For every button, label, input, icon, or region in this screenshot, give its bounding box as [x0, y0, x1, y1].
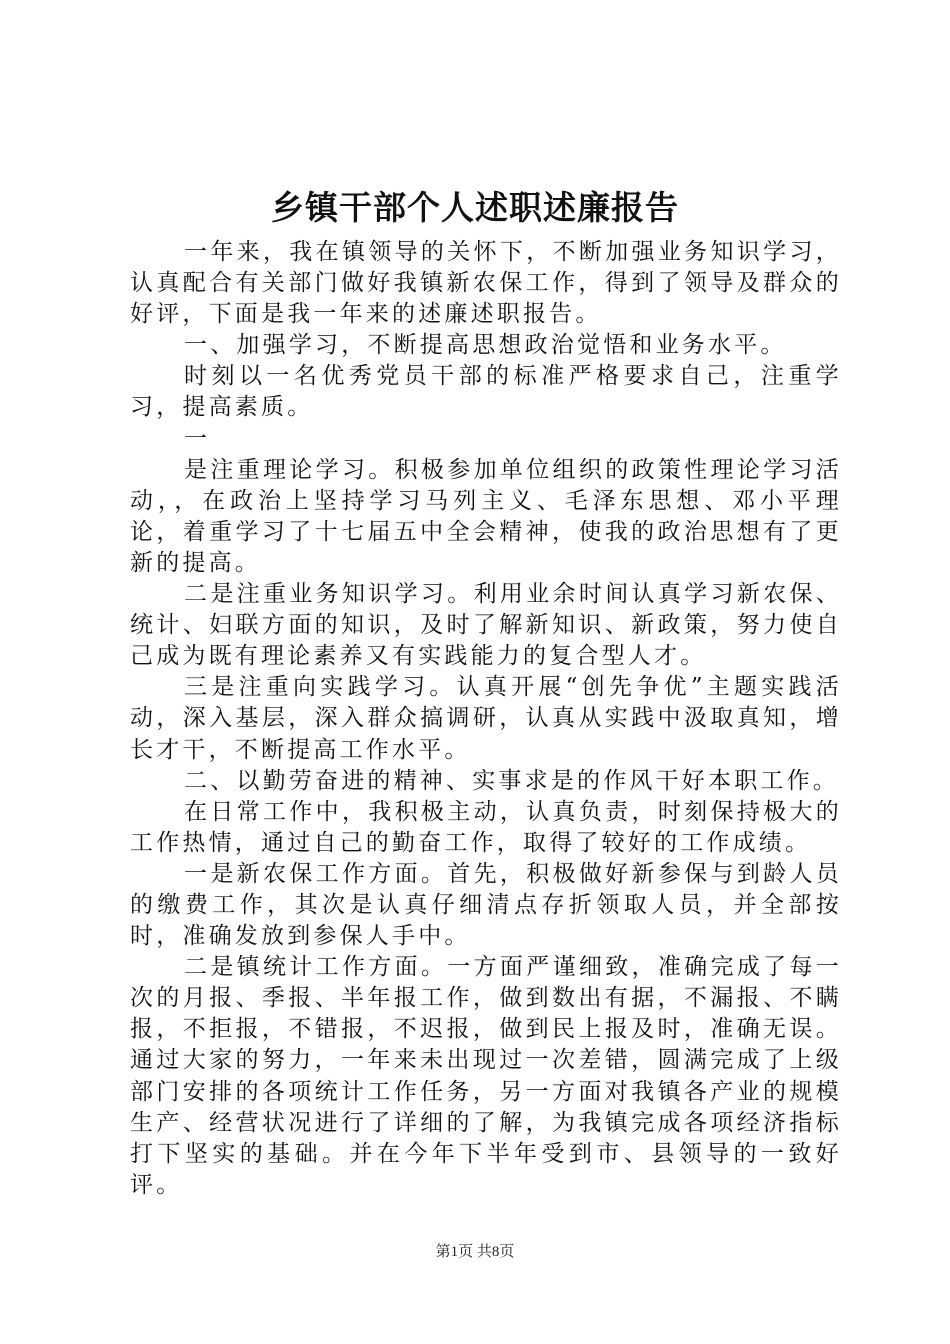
page-number: 第1页 共8页 — [435, 1244, 515, 1260]
paragraph: 一 — [184, 425, 211, 452]
paragraph: 是注重理论学习。积极参加单位组织的政策性理论学习活动，，在政治上坚持学习马列主义、毛泽东思想、邓小平理论，着重学习了十七届五中全会精神，使我的政治思想有了更新的提高。 — [130, 456, 842, 576]
section-heading: 二、以勤劳奋进的精神、实事求是的作风干好本职工作。 — [184, 767, 839, 794]
paragraph: 二是注重业务知识学习。利用业余时间认真学习新农保、统计、妇联方面的知识，及时了解新知识、新政策，努力使自己成为既有理论素养又有实践能力的复合型人才。 — [130, 581, 842, 670]
paragraph: 三是注重向实践学习。认真开展“创先争优”主题实践活动，深入基层，深入群众搞调研，认真从实践中汲取真知，增长才干，不断提高工作水平。 — [130, 674, 842, 763]
document-body — [130, 237, 842, 1201]
document-title: 乡镇干部个人述职述廉报告 — [271, 188, 679, 227]
paragraph: 在日常工作中，我积极主动，认真负责，时刻保持极大的工作热情，通过自己的勤奋工作，取得了较好的工作成绩。 — [130, 798, 842, 856]
paragraph: 一年来，我在镇领导的关怀下，不断加强业务知识学习，认真配合有关部门做好我镇新农保工作，得到了领导及群众的好评，下面是我一年来的述廉述职报告。 — [130, 239, 842, 328]
paragraph: 时刻以一名优秀党员干部的标准严格要求自己，注重学习，提高素质。 — [130, 363, 842, 421]
paragraph: 一是新农保工作方面。首先，积极做好新参保与到龄人员的缴费工作，其次是认真仔细清点存折领取人员，并全部按时，准确发放到参保人手中。 — [130, 860, 842, 950]
section-heading: 一、加强学习，不断提高思想政治觉悟和业务水平。 — [184, 332, 787, 359]
paragraph: 二是镇统计工作方面。一方面严谨细致，准确完成了每一次的月报、季报、半年报工作，做到数出有据，不漏报、不瞒报，不拒报，不错报，不迟报，做到民上报及时，准确无误。通过大家的努力，一年来未出现过一次差错，圆满完成了上级部门安排的各项统计工作任务，另一方面对我镇各产业的规模生产、经营状况进行了详细的了解，为我镇完成各项经济指标打下坚实的基础。并在今年下半年受到市、县领导的一致好评。 — [130, 954, 842, 1198]
